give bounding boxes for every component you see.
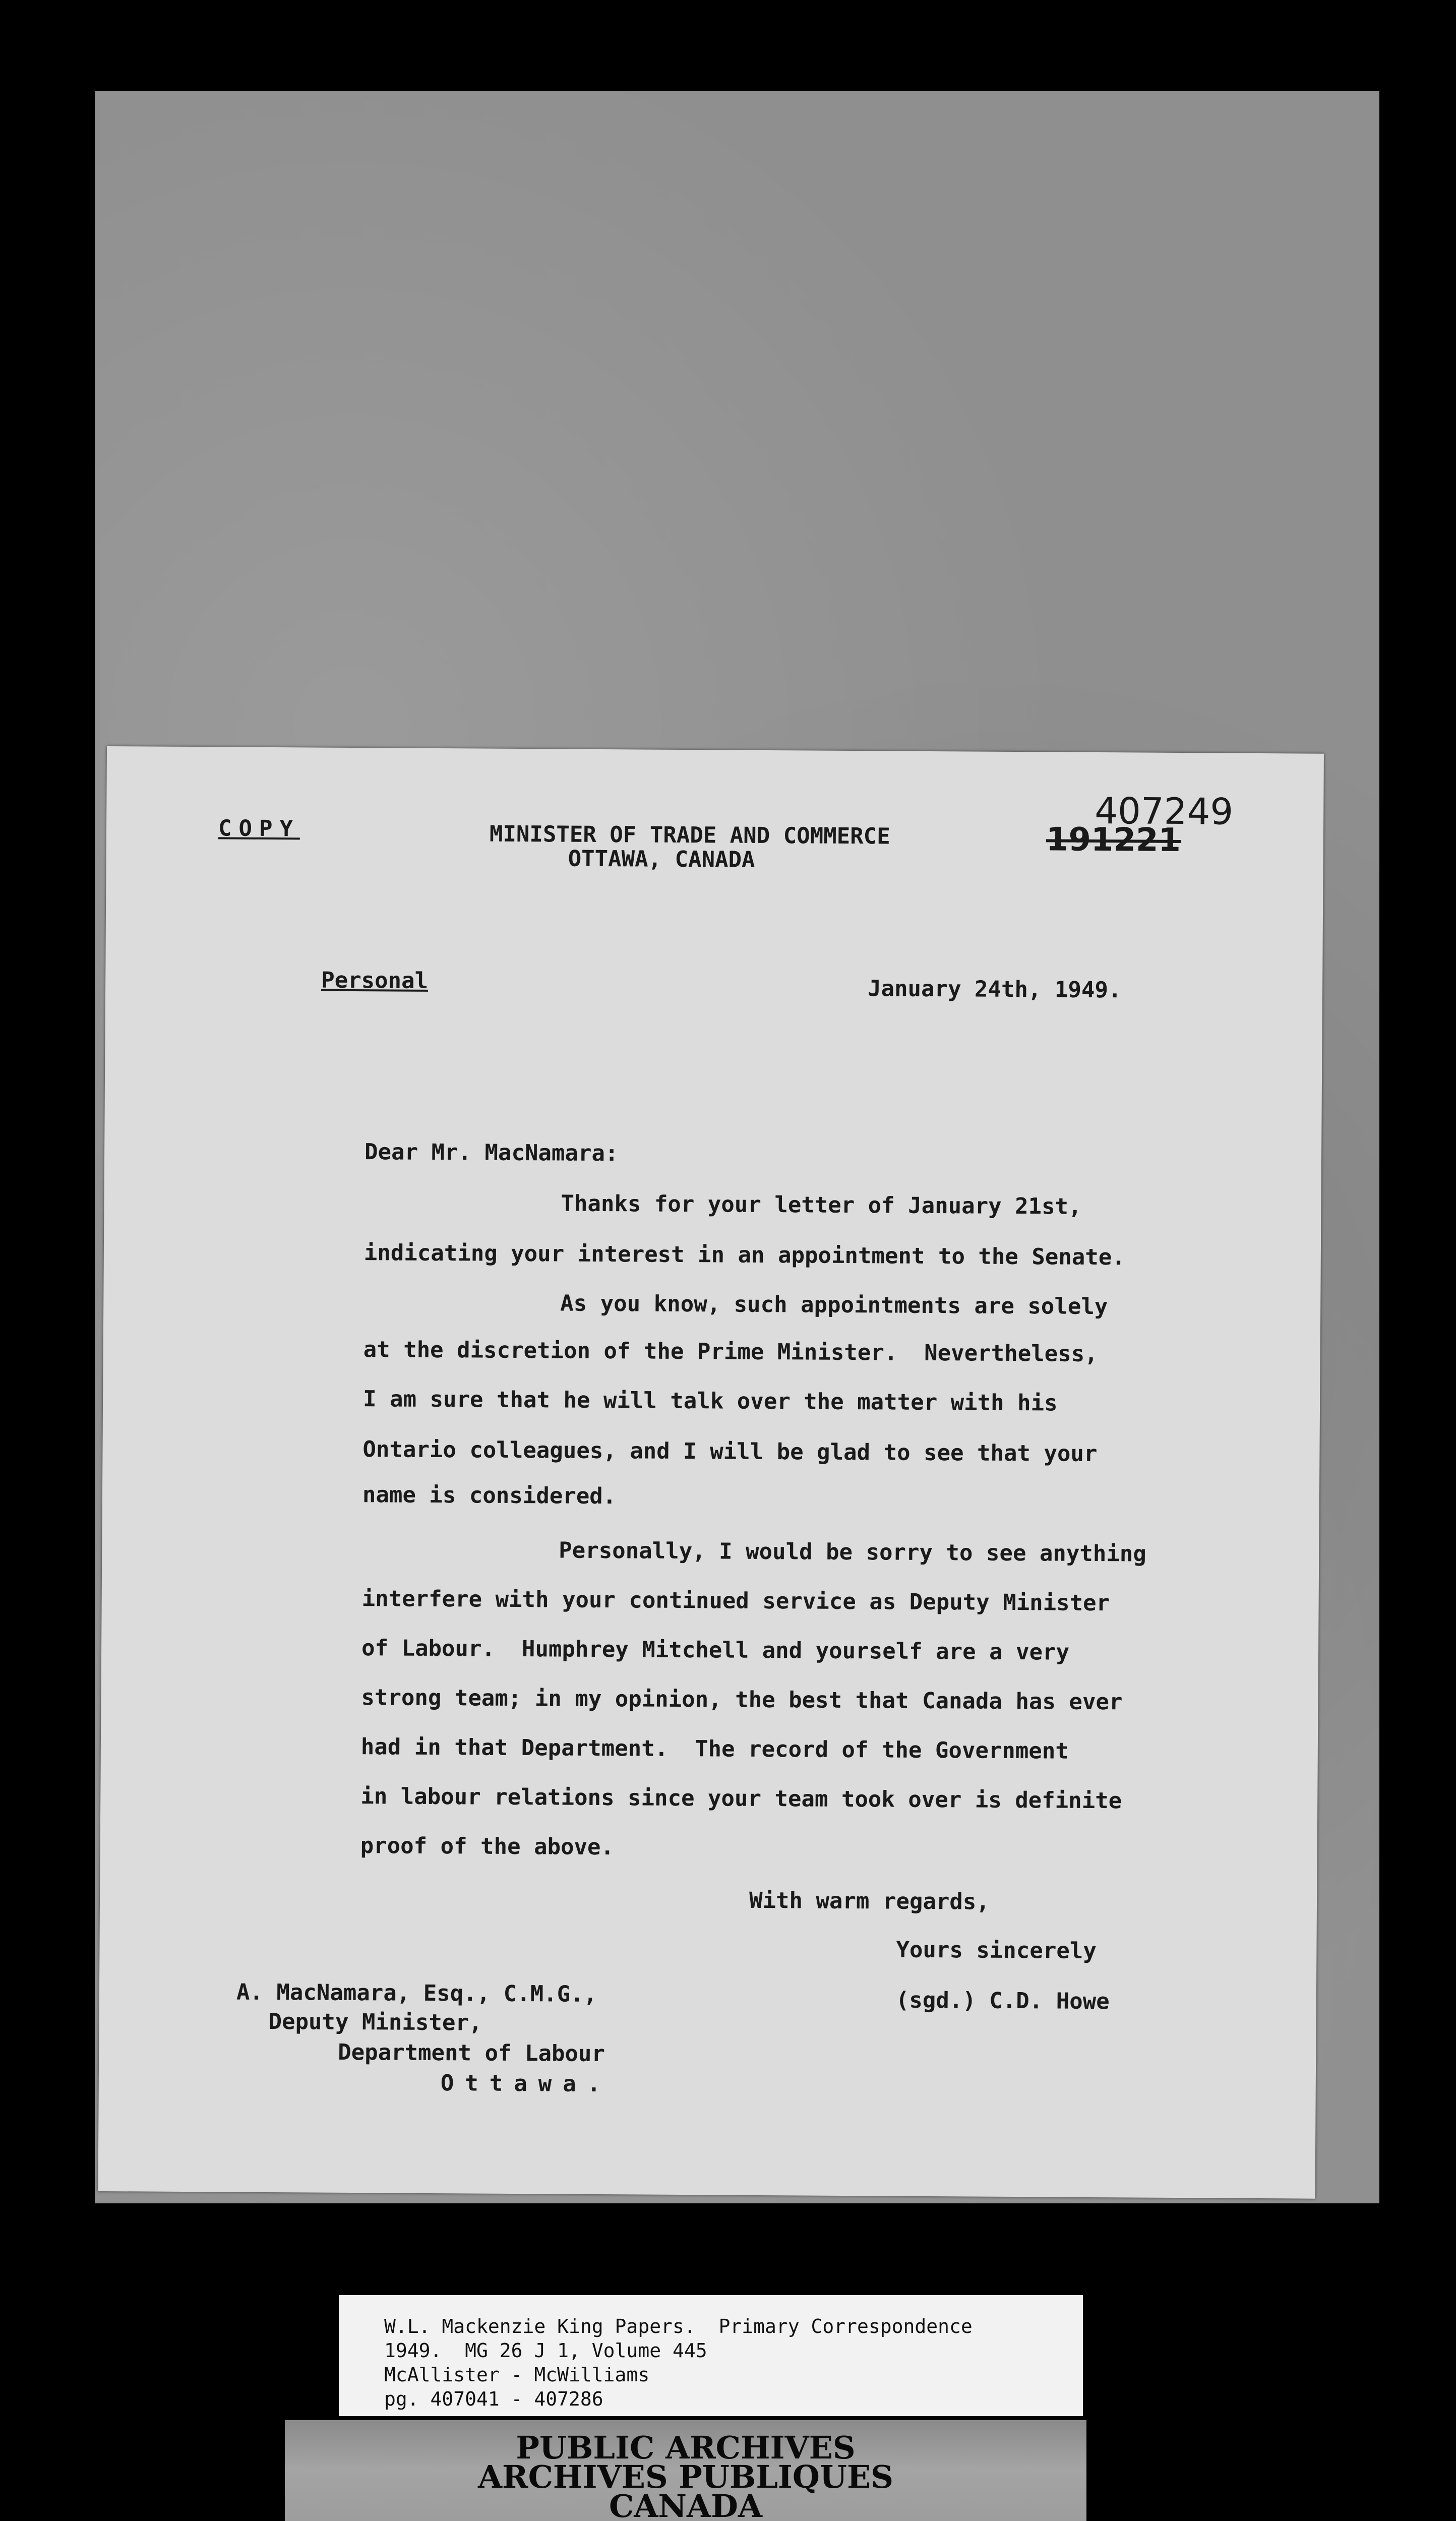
body-line: Ontario colleagues, and I will be glad to see that your (362, 1436, 1098, 1467)
reference-line: McAllister - McWilliams (384, 2364, 650, 2386)
body-line: indicating your interest in an appointment to the Senate. (363, 1240, 1125, 1271)
body-line: Personally, I would be sorry to see anything (559, 1537, 1146, 1567)
address-line: Ottawa. (440, 2070, 612, 2097)
address-line: Deputy Minister, (268, 2009, 482, 2036)
salutation: Dear Mr. MacNamara: (364, 1139, 619, 1167)
body-line: name is considered. (362, 1482, 617, 1510)
closing-regards: With warm regards, (749, 1887, 990, 1915)
signature: (sgd.) C.D. Howe (895, 1987, 1110, 2015)
body-line: interfere with your continued service as Deputy Minister (361, 1586, 1110, 1616)
archive-stamp-line: ARCHIVES PUBLIQUES (477, 2458, 894, 2495)
archive-stamp-line: PUBLIC ARCHIVES (516, 2429, 856, 2466)
archive-stamp-line: CANADA (609, 2488, 763, 2521)
copy-mark: COPY (218, 815, 300, 842)
reference-line: pg. 407041 - 407286 (384, 2388, 603, 2410)
body-line: had in that Department. The record of the Government (360, 1734, 1069, 1764)
body-line: of Labour. Humphrey Mitchell and yourself are a very (361, 1635, 1070, 1665)
reference-label (339, 2295, 1083, 2416)
body-line: at the discretion of the Prime Minister. Nevertheless, (363, 1337, 1098, 1367)
body-line: in labour relations since your team took over is definite (360, 1783, 1122, 1814)
body-line: proof of the above. (360, 1833, 615, 1860)
body-line: strong team; in my opinion, the best that Canada has ever (361, 1685, 1123, 1715)
reference-line: 1949. MG 26 J 1, Volume 445 (384, 2339, 707, 2362)
address-line: A. MacNamara, Esq., C.M.G., (236, 1979, 597, 2007)
reference-line: W.L. Mackenzie King Papers. Primary Correspondence (384, 2315, 973, 2337)
letterhead-location: OTTAWA, CANADA (568, 846, 755, 873)
archive-stamp (285, 2420, 1086, 2521)
address-line: Department of Labour (338, 2039, 605, 2067)
letter-page (98, 746, 1323, 2199)
personal-label: Personal (321, 967, 429, 994)
document-number: 407249 (1094, 789, 1234, 833)
body-line: As you know, such appointments are solely (560, 1290, 1108, 1320)
letterhead-title: MINISTER OF TRADE AND COMMERCE (489, 821, 890, 850)
letter-date: January 24th, 1949. (867, 976, 1122, 1003)
closing-sincerely: Yours sincerely (896, 1937, 1097, 1964)
struck-document-number: 191221 (1046, 821, 1181, 860)
body-line: I am sure that he will talk over the matter with his (362, 1386, 1058, 1416)
body-line: Thanks for your letter of January 21st, (561, 1190, 1082, 1220)
